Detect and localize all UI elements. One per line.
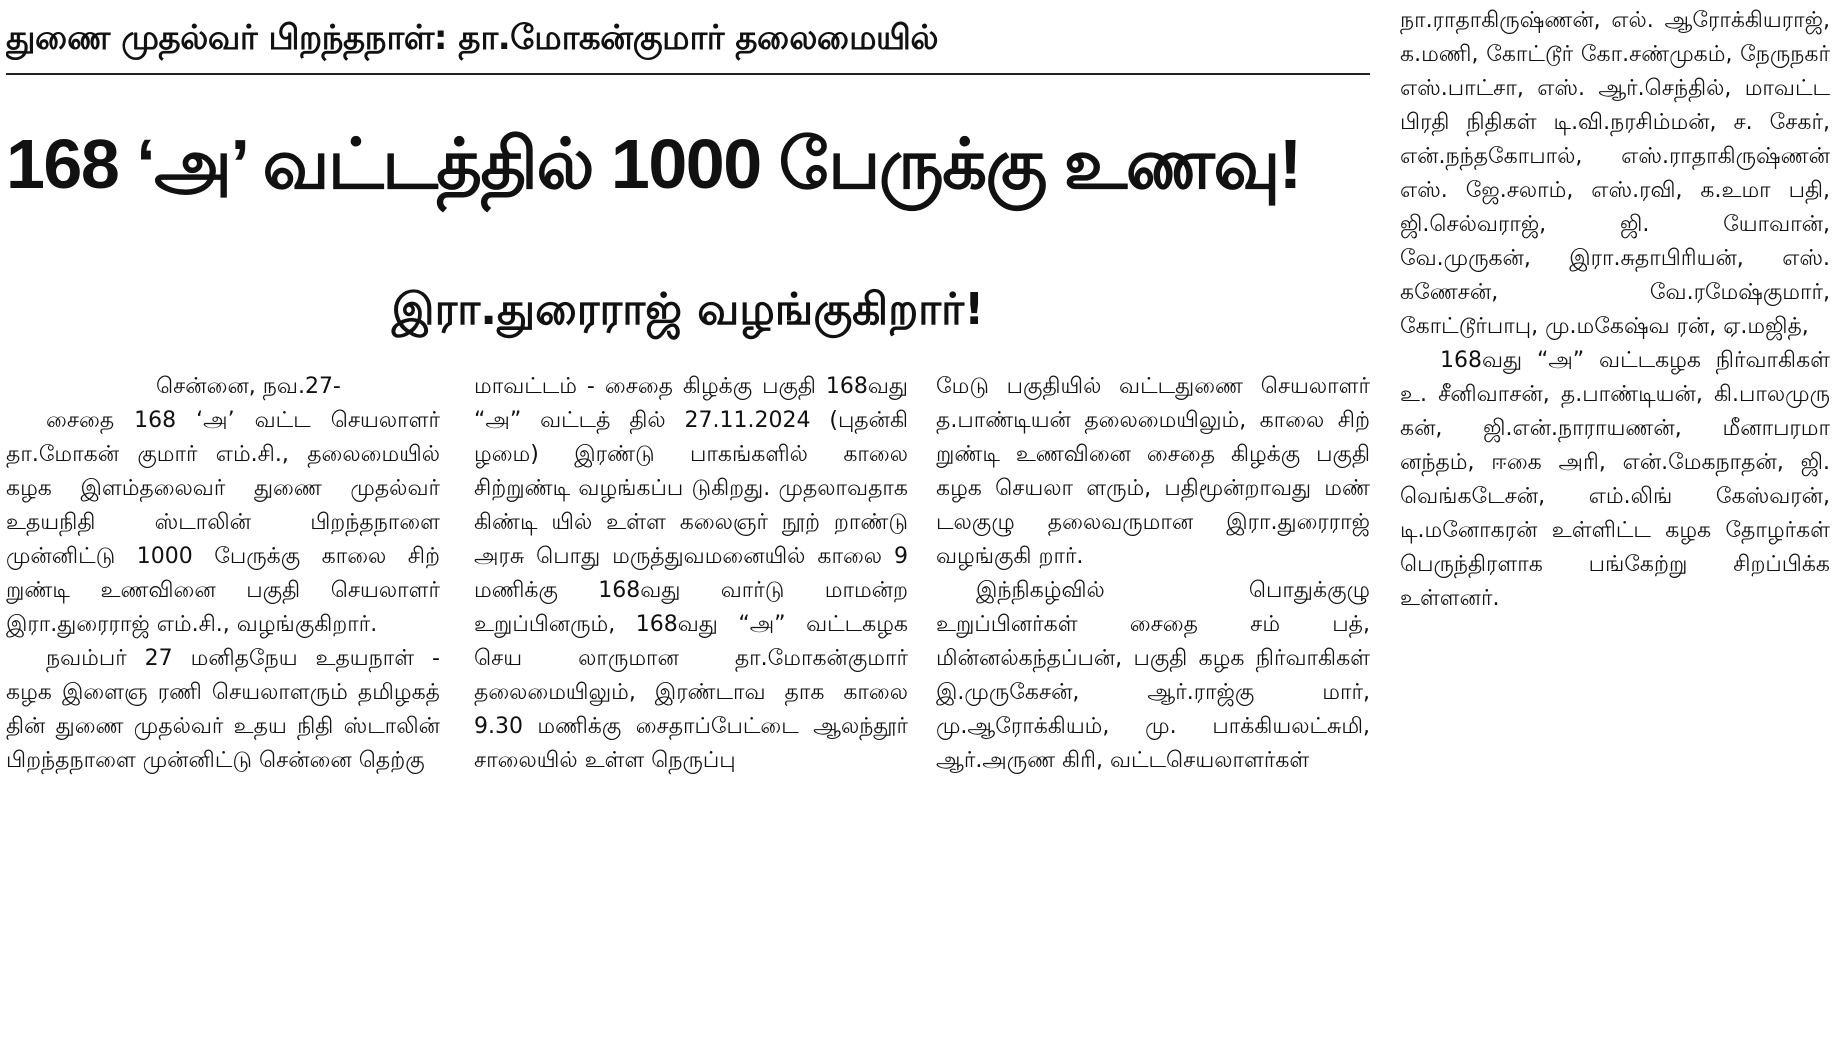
article-paragraph: 168வது “அ” வட்டகழக நிர்வாகிகள் உ. சீனிவாசன், த.பாண்டியன், கி.பாலமுரு கன், ஜி.என்.நாராயணன், மீனாபரமா னந்தம், ஈகை அரி, என்.மேகநாதன், ஜி. வெங்கடேசன், எம்.லிங் கேஸ்வரன், டி.மனோகரன் உள்ளிட்ட கழக தோழர்கள் பெருந்திரளாக பங்கேற்று சிறப்பிக்க உள்ளனர். xyxy=(1400,348,1830,611)
article-subheadline: இரா.துரைராஜ் வழங்குகிறார்! xyxy=(391,284,985,335)
article-paragraph: நா.ராதாகிருஷ்ணன், எல். ஆரோக்கியராஜ், க.மணி, கோட்டூர் கோ.சண்முகம், நேருநகர் எஸ்.பாட்சா, எஸ். ஆர்.செந்தில், மாவட்ட பிரதி நிதிகள் டி.வி.நரசிம்மன், ச. சேகர், என்.நந்தகோபால், எஸ்.ராதாகிருஷ்ணன் எஸ். ஜே.சலாம், எஸ்.ரவி, க.உமா பதி, ஜி.செல்வராஜ், ஜி. யோவான், வே.முருகன், இரா.சுதாபிரியன், எஸ். கணேசன், வே.ரமேஷ்குமார், கோட்டூர்பாபு, மு.மகேஷ்வ ரன், ஏ.மஜித், xyxy=(1400,8,1830,339)
article-paragraph: மேடு பகுதியில் வட்டதுணை செயலாளர் த.பாண்டியன் தலைமையிலும், காலை சிற் றுண்டி உணவினை சைதை கிழக்கு பகுதி கழக செயலா ளரும், பதிமூன்றாவது மண் டலகுழு தலைவருமான இரா.துரைராஜ் வழங்குகி றார். xyxy=(936,374,1370,569)
article-kicker: துணை முதல்வர் பிறந்தநாள்: தா.மோகன்குமார் தலைமையில் xyxy=(6,18,939,58)
kicker-divider xyxy=(6,73,1370,75)
article-column-4 xyxy=(1400,4,1830,616)
article-paragraph: நவம்பர் 27 மனிதநேய உதயநாள் - கழக இளைஞ ரணி செயலாளரும் தமிழகத் தின் துணை முதல்வர் உதய நிதி ஸ்டாலின் பிறந்தநாளை முன்னிட்டு சென்னை தெற்கு xyxy=(6,646,440,773)
article-column-2 xyxy=(474,370,908,778)
article-paragraph: மாவட்டம் - சைதை கிழக்கு பகுதி 168வது “அ” வட்டத் தில் 27.11.2024 (புதன்கி ழமை) இரண்டு பாகங்களில் காலை சிற்றுண்டி வழங்கப்ப டுகிறது. முதலாவதாக கிண்டி யில் உள்ள கலைஞர் நூற் றாண்டு அரசு பொது மருத்துவமனையில் காலை 9 மணிக்கு 168வது வார்டு மாமன்ற உறுப்பினரும், 168வது “அ” வட்டகழக செய லாருமான தா.மோகன்குமார் தலைமையிலும், இரண்டாவ தாக காலை 9.30 மணிக்கு சைதாப்பேட்டை ஆலந்தூர் சாலையில் உள்ள நெருப்பு xyxy=(474,374,908,773)
article-paragraph: இந்நிகழ்வில் பொதுக்குழு உறுப்பினர்கள் சைதை சம் பத், மின்னல்கந்தப்பன், பகுதி கழக நிர்வாகிகள் இ.முருகேசன், ஆர்.ராஜ்கு மார், மு.ஆரோக்கியம், மு. பாக்கியலட்சுமி, ஆர்.அருண கிரி, வட்டசெயலாளர்கள் xyxy=(936,578,1370,773)
article-column-3 xyxy=(936,370,1370,778)
article-paragraph: சைதை 168 ‘அ’ வட்ட செயலாளர் தா.மோகன் குமார் எம்.சி., தலைமையில் கழக இளம்தலைவர் துணை முதல்வர் உதயநிதி ஸ்டாலின் பிறந்தநாளை முன்னிட்டு 1000 பேருக்கு காலை சிற் றுண்டி உணவினை பகுதி செயலாளர் இரா.துரைராஜ் எம்.சி., வழங்குகிறார். xyxy=(6,408,440,637)
article-dateline: சென்னை, நவ.27- xyxy=(156,374,341,399)
article-column-1 xyxy=(6,370,440,778)
article-headline: 168 ‘அ’ வட்டத்தில் 1000 பேருக்கு உணவு! xyxy=(6,125,1301,203)
